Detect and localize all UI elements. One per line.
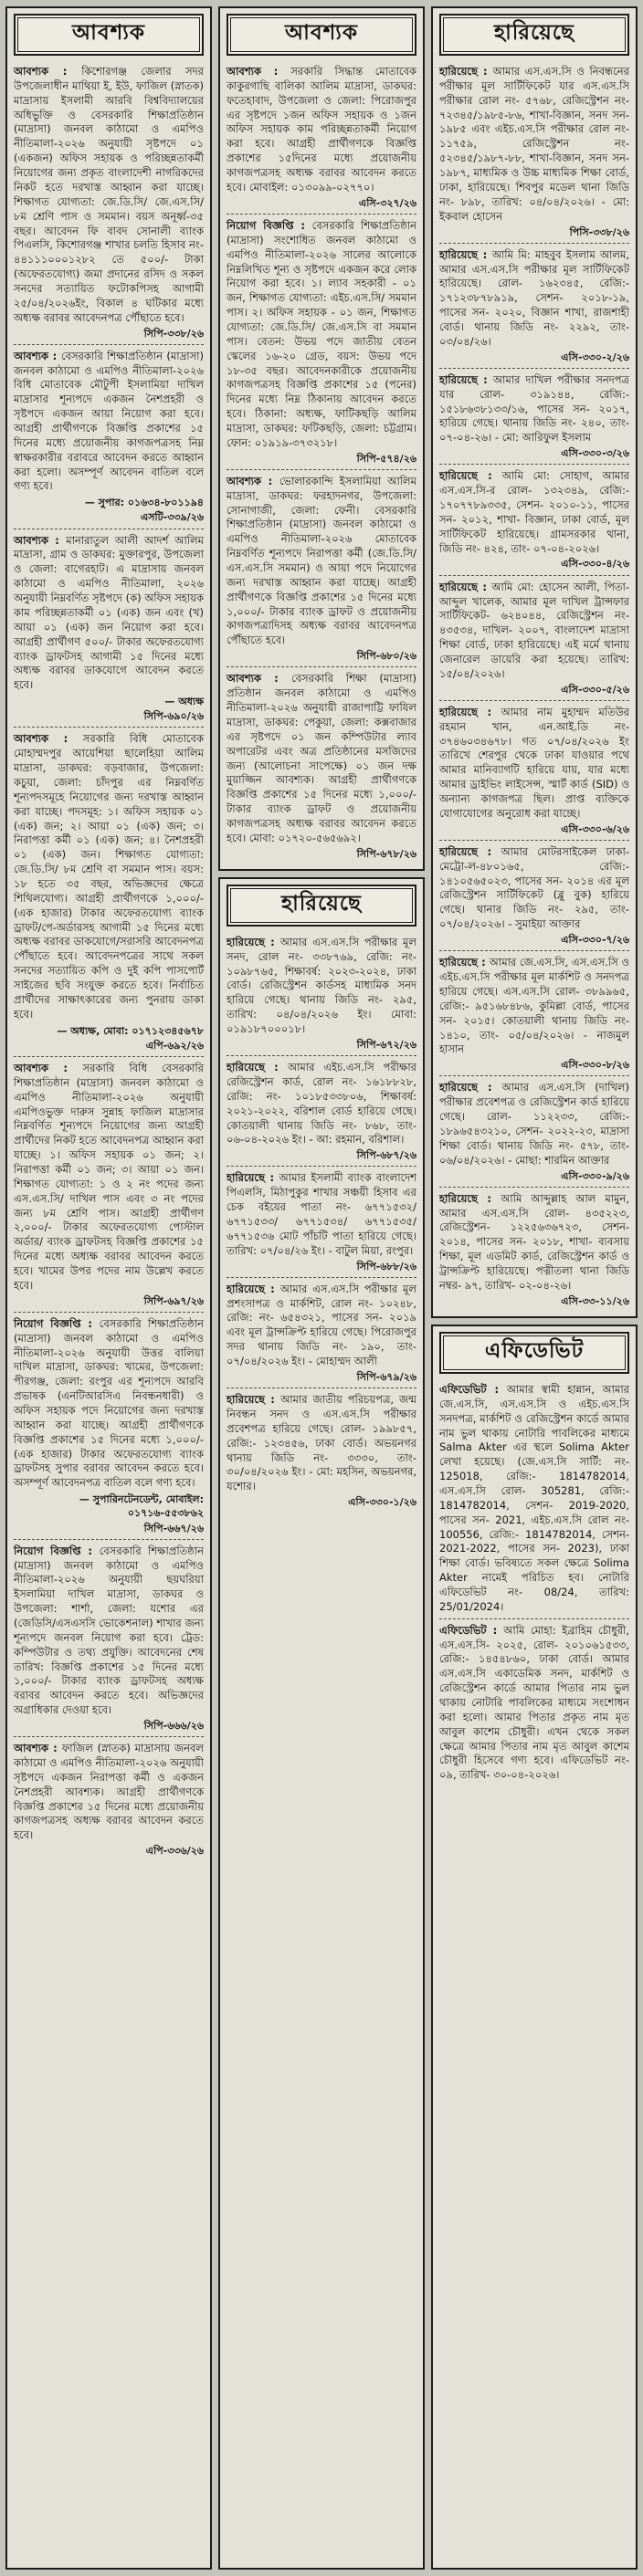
- ad-body: বেসরকারি শিক্ষাপ্রতিষ্ঠান (মাদ্রাসা) জনবল কাঠামো ও এমপিও নীতিমালা-২০২৬ অনুযায়ী উত্তর বালিয়া দাখিল মাদ্রাসা, ডাকঘর: খামের, উপজেলা: পীরগঞ্জ, জেলা: রংপুর এর শূন্যপদে আরবি প্রভাষক (এনটিআরসিএ নিবন্ধনধারী) ও অফিস সহায়ক পদে নিয়োগের জন্য দরখাস্ত আহ্বান করা যাচ্ছে। আগ্রহী প্রার্থীগণকে বিজ্ঞপ্তি প্রকাশের ১৫ দিনের মধ্যে ১,০০০/- (এক হাজার) টাকার অফেরতযোগ্য ব্যাংক ড্রাফটসহ সুপার বরাবর আবেদন করতে হবে। অসম্পূর্ণ আবেদনপত্র বাতিল বলে গণ্য হবে।: [14, 1316, 204, 1490]
- classified-ad: [227, 666, 416, 864]
- classified-ad: [14, 344, 204, 529]
- ad-signature: — অধ্যক্ষ, মোবা: ০১৭১২৩৪৫৬৭৮: [57, 1024, 204, 1037]
- ad-body: সরকারি বিধি মোতাবেক মোহাম্মদপুর আয়েশিয়া ছালেহিয়া আলিম মাদ্রাসা, ডাকঘর: বড়বাজার, উপজেলা: কচুয়া, জেলা: চাঁদপুর এর নিম্নবর্ণিত শূন্যপদসমূহে নিয়োগের জন্য দরখাস্ত আহ্বান করা যাচ্ছে। পদসমূহ: ১। অফিস সহায়ক ০১ (এক) জন; ২। আয়া ০১ (এক) জন; ৩। নিরাপত্তা কর্মী ০১ (এক) জন; ৪। নৈশপ্রহরী ০১ (এক) জন। শিক্ষাগত যোগ্যতা: জে.ডি.সি/ ৮ম শ্রেণি বা সমমান পাস। বয়স: ১৮ হতে ৩৫ বছর, অভিজ্ঞদের ক্ষেত্রে শিথিলযোগ্য। আগ্রহী প্রার্থীগণকে ১,০০০/- (এক হাজার) টাকার অফেরতযোগ্য ব্যাংক ড্রাফট/পে-অর্ডারসহ আগামী ১৫ দিনের মধ্যে অধ্যক্ষ বরাবর ডাকযোগে/সরাসরি আবেদনপত্র পৌঁছাতে হবে। আবেদনপত্রের সাথে সকল সনদের সত্যায়িত কপি ও দুই কপি পাসপোর্ট সাইজের ছবি সংযুক্ত করতে হবে। নির্বাচিত প্রার্থীদের সাক্ষাৎকারের জন্য পুনরায় ডাকা হবে।: [14, 732, 204, 1021]
- ad-category-label: আবশ্যক :: [14, 1742, 62, 1755]
- ad-body: মানারাতুল আলী আদর্শ আলিম মাদ্রাসা, গ্রাম ও ডাকঘর: মুক্তারপুর, উপজেলা ও জেলা: বাগেরহাট। এ মাদ্রাসায় জনবল কাঠামো ও এমপিও নীতিমালা, ২০২৬ অনুযায়ী নিম্নবর্ণিত সৃষ্টপদে (ক) অফিস সহায়ক কাম পরিচ্ছন্নতাকর্মী ০১ (এক) জন এবং (খ) আয়া ০১ (এক) জন নিয়োগ করা হবে। আগ্রহী প্রার্থীগণ ৫০০/- টাকার অফেরতযোগ্য ব্যাংক ড্রাফটসহ আগামী ১৫ দিনের মধ্যে অধ্যক্ষ বরাবর ডাকযোগে আবেদন করতে হবে।: [14, 533, 204, 692]
- classified-ad: [227, 1166, 416, 1276]
- classified-ad: [14, 1056, 204, 1312]
- ad-category-label: নিয়োগ বিজ্ঞপ্তি :: [14, 1316, 100, 1330]
- ad-text: [227, 936, 416, 1037]
- ad-text: [14, 732, 204, 1021]
- ad-category-label: হারিয়েছে :: [227, 1393, 281, 1407]
- section-affidavit: [431, 1325, 638, 2570]
- classified-ad: [439, 464, 629, 574]
- ad-category-label: হারিয়েছে :: [439, 65, 493, 79]
- ad-body: আমার এস.এস.সি (দাখিল) পরীক্ষার প্রবেশপত্র ও রেজিস্ট্রেশন কার্ড হারিয়ে গেছে। রোল- ১১২২৩৩, রেজি:- ১৮৯৬৫৪৩২১০, সেশন- ২০২২-২৩, মাদ্রাসা শিক্ষা বোর্ড। থানায় জিডি নং- ৫৭৮, তাং- ০৬/০৪/২০২৬। - মোছা: শারমিন আক্তার: [439, 1081, 629, 1167]
- ad-body: আমার এস.এস.সি পরীক্ষার মূল সনদ, রোল নং- ৩৩৮৭৬৯, রেজি: নং- ১০৯৮৭৬৫, শিক্ষাবর্ষ: ২০২৩-২০২৪, ঢাকা বোর্ড। রেজিস্ট্রেশন কার্ডসহ মাধ্যমিক সনদ হারিয়ে গেছে। থানায় জিডি নং- ২৯৫, তারিখ: ০৪/০৪/২০২৬ ইং। মোবা: ০১৯১৮৭০০০১৮।: [227, 935, 417, 1036]
- ad-body: আমার এস.এস.সি পরীক্ষার মূল প্রশংসাপত্র ও মার্কশিট, রোল নং- ১০২৪৮, রেজি: নং- ৬৫৪৩২১, পাসের সন- ২০১৯ এবং মূল ট্রান্সক্রিপ্ট হারিয়ে গেছে। পিরোজপুর সদর থানায় জিডি নং- ১৯০, তাং- ০৭/০৪/২০২৬ ইং। - মোহাম্মদ আলী: [227, 1282, 417, 1368]
- column-middle: [218, 6, 425, 2570]
- ad-category-label: হারিয়েছে :: [439, 247, 492, 261]
- ad-ref-code: সিপি-৬৮৮/২৬: [356, 1260, 416, 1272]
- ad-body: আমার এস.এস.সি ও নিবন্ধনের পরীক্ষার মূল সার্টিফিকেট যার এস.এস.সি পরীক্ষার রোল নং- ৫৭৬৮, রেজিস্ট্রেশন নং- ৭২৩৪৫/১৯৮৫-৮৬, শাখা-বিজ্ঞান, সনদ সন- ১৯৮৫ এবং এইচ.এস.সি পরীক্ষার রোল নং- ১১৭৫৯, রেজিস্ট্রেশন নং- ৫২৩৪৫/১৯৮৭-৮৮, শাখা-বিজ্ঞান, সনদ সন- ১৯৮৭, মাধ্যমিক ও উচ্চ মাধ্যমিক শিক্ষা বোর্ড, ঢাকা, হারিয়েছে। শিবপুর মডেল থানা জিডি নং- ৮৯৮, তারিখ: ০৪/০৪/২০২৬। - মো: ইকবাল হোসেন: [439, 65, 629, 223]
- ad-category-label: আবশ্যক :: [227, 672, 291, 686]
- classified-ad: [14, 727, 204, 1056]
- ad-category-label: নিয়োগ বিজ্ঞপ্তি :: [227, 218, 312, 232]
- ad-text: [14, 65, 204, 325]
- ad-ref-code: সিপি-৫৭৪/২৬: [356, 452, 416, 465]
- ad-category-label: নিয়োগ বিজ্ঞপ্তি :: [14, 1544, 100, 1557]
- ad-ref-code: পিসি-৩৩৮/২৬: [569, 225, 629, 238]
- section-title: হারিয়েছে: [443, 17, 626, 52]
- ad-ref-code: এসি-৩৩০-৫/২৬: [561, 683, 629, 696]
- ad-signature: — অধ্যক্ষ: [164, 696, 204, 708]
- ad-text: [439, 248, 629, 350]
- ad-category-label: আবশ্যক :: [14, 732, 83, 746]
- ad-text: [439, 706, 629, 822]
- classified-ad: [227, 214, 416, 469]
- ad-body: বেসরকারি শিক্ষাপ্রতিষ্ঠান (মাদ্রাসা) সংশোধিত জনবল কাঠামো ও এমপিও নীতিমালা-২০২৬ সালের আলোকে নিম্নলিখিত শূন্য ও সৃষ্টপদে একজন করে লোক নিয়োগ করা হবে। ১। ল্যাব সহকারী - ০১ জন, শিক্ষাগত যোগ্যতা: এইচ.এস.সি/ সমমান পাস। ২। অফিস সহায়ক - ০১ জন, শিক্ষাগত যোগ্যতা: জে.ডি.সি/ জে.এস.সি বা সমমান পাস। বেতন: উভয় পদে জাতীয় বেতন স্কেলের ১৬-২০ গ্রেড, বয়স: উভয় পদে ১৮-৩৫ বছর। আবেদনকারীকে প্রয়োজনীয় কাগজপত্রসহ বিজ্ঞপ্তি প্রকাশের ১৫ (পনের) দিনের মধ্যে নিম্ন ঠিকানায় আবেদন করতে হবে। ঠিকানা: অধ্যক্ষ, ফাটিকছড়ি আলিম মাদ্রাসা, ডাকঘর: ফটিকছড়ি, জেলা: চট্টগ্রাম। ফোন: ০১৯১৯-৩৭৩২১৮।: [227, 218, 416, 449]
- ad-text: [14, 350, 204, 495]
- ad-signature: — সুপারিনটেনডেন্ট, মোবাইল: ০১৭১৬-৫৫৩৮৬২: [79, 1493, 204, 1520]
- classified-ad: [439, 950, 629, 1075]
- classified-ad: [439, 575, 629, 700]
- ad-body: বেসরকারি শিক্ষাপ্রতিষ্ঠান (মাদ্রাসা) জনবল কাঠামো ও এমপিও নীতিমালা-২০২৬ বিধি মোতাবেক মৌটুপী ইসলামিয়া দাখিল মাদ্রাসার শূন্যপদে একজন নৈশপ্রহরী ও সৃষ্টপদে একজন আয়া নিয়োগ করা হবে। আগ্রহী প্রার্থীগণকে বিজ্ঞপ্তি প্রকাশের ১৫ দিনের মধ্যে প্রয়োজনীয় কাগজপত্রসহ নিম্ন স্বাক্ষরকারীর বরাবরে আবেদন করতে আহ্বান করা হলো। অসম্পূর্ণ আবেদন বাতিল বলে গণ্য হবে।: [14, 349, 205, 493]
- ad-ref-code: সিপি-৩৩৮/২৬: [143, 327, 204, 340]
- ad-body: বেসরকারি শিক্ষা (মাদ্রাসা) প্রতিষ্ঠান জনবল কাঠামো ও এমপিও নীতিমালা-২০২৬ অনুযায়ী রাজাপাট্টি ফাযিল মাদ্রাসা, ডাকঘর: পেকুয়া, জেলা: কক্সবাজার এর সৃষ্টপদে ০১ জন কম্পিউটার ল্যাব অপারেটর এবং অত্র প্রতিষ্ঠানের মসজিদের জন্য (আলোচনা সাপেক্ষে) ০১ জন দক্ষ মুয়াজ্জিন আবশ্যক। আগ্রহী প্রার্থীগণকে বিজ্ঞপ্তি প্রকাশের ১৫ দিনের মধ্যে ১,০০০/- টাকার ব্যাংক ড্রাফট ও প্রয়োজনীয় কাগজপত্রসহ অধ্যক্ষ বরাবর আবেদন করতে হবে। মোবা: ০১৭২০-৫৬৫৬৯২।: [227, 672, 416, 844]
- ad-ref-code: সিপি-৬৯০/২৬: [143, 710, 204, 723]
- ad-body: আমি মি: মাহবুব ইসলাম আলম, আমার এস.এস.সি পরীক্ষার মূল সার্টিফিকেট হারিয়েছে। রোল- ১৬২৩৪৫, রেজি:- ১৭১২৩৮৭৮৯১৯, সেশন- ২০১৮-১৯, পাসের সন- ২০২০, বিজ্ঞান শাখা, রাজশাহী বোর্ড। থানায় জিডি নং- ২২৯২, তাং- ০৩/০৪/২৬।: [439, 247, 630, 348]
- classified-ad: [439, 368, 629, 464]
- ad-text: [14, 534, 204, 693]
- ad-text: [14, 1545, 204, 1718]
- ad-body: আমি আব্দুল্লাহ আল মামুন, আমার এস.এস.সি রোল- ৪৩৫২২৩, রেজিস্ট্রেশন- ১২২৫৬৩৬৭২৩, সেশন- ২০১৪, পাসের সন- ২০১৮, শাখা- ব্যবসায় শিক্ষা, মূল এডমিট কার্ড, রেজিস্ট্রেশন কার্ড ও ট্রান্সক্রিপ্ট হারিয়েছে। পত্নীতলা থানা জিডি নম্বর- ৯৭, তারিখ- ০২-০৪-২৬।: [439, 1191, 629, 1292]
- classified-ad: [439, 1618, 629, 1786]
- ad-text: [227, 1171, 416, 1258]
- section-title: এফিডেভিট: [443, 1335, 626, 1370]
- ad-text: [439, 956, 629, 1057]
- classified-ad: [439, 60, 629, 243]
- ad-ref-code: সিপি-৬৭২/২৬: [356, 1038, 416, 1051]
- section-wanted-middle: [218, 6, 425, 871]
- classified-ad: [227, 60, 416, 214]
- ad-ref-code: এসি-৩৩-১১/২৬: [561, 1294, 629, 1307]
- ad-ref-code: এসি-৩৩০-৭/২৬: [561, 934, 629, 947]
- ad-category-label: হারিয়েছে :: [227, 1061, 288, 1074]
- ad-text: [439, 1081, 629, 1168]
- ad-text: [439, 845, 629, 932]
- ad-body: ফাজিল (স্নাতক) মাদ্রাসায় জনবল কাঠামো ও এমপিও নীতিমালা-২০২৬ অনুযায়ী সৃষ্টপদে একজন নিরাপত্তা কর্মী ও একজন নৈশপ্রহরী আবশ্যক। আগ্রহী প্রার্থীগণকে বিজ্ঞপ্তি প্রকাশের ১৫ দিনের মধ্যে প্রয়োজনীয় কাগজপত্রসহ অধ্যক্ষ বরাবর আবেদন করতে হবে।: [14, 1742, 204, 1842]
- ad-category-label: আবশ্যক :: [14, 65, 82, 79]
- ad-text: [439, 581, 629, 682]
- ad-ref-code: সিপি-৬৭৯/২৬: [356, 1370, 416, 1383]
- ad-ref-code: এসি-৩২৭/২৬: [358, 196, 416, 209]
- classified-ad: [439, 1075, 629, 1186]
- section-wanted-left: [5, 6, 212, 2570]
- ad-body: বেসরকারি শিক্ষাপ্রতিষ্ঠান (মাদ্রাসা) জনবল কাঠামো ও এমপিও নীতিমালা-২০২৬ অনুযায়ী ছয়ঘরিয়া ইসলামিয়া দাখিল মাদ্রাসা, ডাকঘর ও উপজেলা: শার্শা, জেলা: যশোর এর (জেডিসি/এসএসসি ভোকেশনাল) শাখার জন্য শূন্যপদে জনবল নিয়োগ করা হবে। ট্রেড: কম্পিউটার ও তথ্য প্রযুক্তি। আবেদনের শেষ তারিখ: বিজ্ঞপ্তি প্রকাশের ১৫ দিনের মধ্যে ১,০০০/- টাকার ব্যাংক ড্রাফটসহ অধ্যক্ষ বরাবর আবেদন করতে হবে। অভিজ্ঞদের অগ্রাধিকার দেওয়া হবে।: [14, 1544, 204, 1717]
- classified-ad: [14, 1736, 204, 1861]
- section-header-box: [227, 14, 416, 56]
- ad-ref-code: সিপি-৬৮০/২৬: [356, 650, 416, 663]
- ad-text: [439, 373, 629, 445]
- ad-ref-code: এসি-৩৩০-৬/২৬: [561, 822, 629, 835]
- classified-ad: [14, 1539, 204, 1736]
- section-header-box: [227, 885, 416, 927]
- classified-ad: [227, 1055, 416, 1166]
- ad-body: আমি মো: হোসেন আলী, পিতা- আব্দুল খালেক, আমার মূল দাখিল ট্রান্সফার সার্টিফিকেট- ৬২৪০৪৪, রেজিস্ট্রেশন নং- ৪৩৫৩৪, দাখিল- ২০০৭, বাংলাদেশ মাদ্রাসা শিক্ষা বোর্ড, ঢাকা হারিয়েছে। এই মর্মে থানায় জেনারেল ডায়েরি করা হয়েছে। তারিখ: ১৫/০৪/২০২৬।: [439, 580, 629, 680]
- ad-body: আমি মোহা: ইব্রাহিম চৌধুরী, এস.এস.সি- ২০২৫, রোল- ২০১০৬১৫৩৩, রেজি:- ১৪৫৪৮৬০, ঢাকা বোর্ড। আমার এস.এস.সি একাডেমিক সনদ, মার্কশিট ও রেজিস্ট্রেশন কার্ডে আমার পিতার নাম ভুল থাকায় নোটারি পাবলিকের মাধ্যমে সংশোধন করা হলো। আমার পিতার প্রকৃত নাম মৃত আবুল কাশেম চৌধুরী। এখন থেকে সকল ক্ষেত্রে আমার পিতার নাম মৃত আবুল কাশেম চৌধুরী হিসেবে গণ্য হবে। এফিডেভিট নং- ০৯, তারিখ- ৩০-০৪-২০২৬।: [439, 1623, 629, 1782]
- classified-ad: [227, 931, 416, 1055]
- ad-ref-code: সিপি-৬৬৭/২৬: [143, 1522, 204, 1534]
- classified-ad: [14, 60, 204, 344]
- classified-ad: [227, 1277, 416, 1387]
- section-lost-right: [431, 6, 638, 1318]
- ad-ref-code: এসি-৩৩০-৪/২৬: [561, 558, 629, 571]
- classified-ad: [227, 1387, 416, 1513]
- ad-text: [227, 1283, 416, 1369]
- column-left: [5, 6, 212, 2570]
- section-header-box: [439, 1332, 629, 1374]
- ad-text: [439, 1383, 629, 1615]
- classified-ad: [439, 700, 629, 840]
- ad-ref-code: এসি-৩৩০-৮/২৬: [561, 1059, 629, 1072]
- ad-category-label: আবশ্যক :: [14, 1061, 83, 1074]
- ad-text: [227, 219, 416, 451]
- ad-text: [227, 475, 416, 648]
- ad-category-label: হারিয়েছে :: [439, 469, 502, 483]
- ad-ref-code: এসি-৩৩০-২/২৬: [561, 351, 629, 363]
- classified-ad: [439, 840, 629, 950]
- ad-signature: — সুপার: ০১৬৩৪-৮০১১৯৪: [84, 497, 204, 509]
- section-title: হারিয়েছে: [230, 888, 413, 923]
- section-title: আবশ্যক: [230, 17, 413, 52]
- ad-body: আমার জাতীয় পরিচয়পত্র, জন্ম নিবন্ধন সনদ ও এস.এস.সি পরীক্ষার প্রবেশপত্র হারিয়ে গেছে। রোল- ১৯৯৮৫৭, রেজি:- ১২৩৪৫৬, ঢাকা বোর্ড। অভয়নগর থানায় জিডি নং- ৩৩৩০, তাং- ৩০/০৪/২০২৬ ইং। - মো: মহসিন, অভয়নগর, যশোর।: [227, 1393, 416, 1493]
- ad-category-label: আবশ্যক :: [14, 533, 67, 547]
- ad-ref-code: এপি-৬৯২/২৬: [145, 1039, 204, 1052]
- ad-body: সরকারি বিধি বেসরকারি শিক্ষাপ্রতিষ্ঠান (মাদ্রাসা) জনবল কাঠামো ও এমপিও নীতিমালা-২০২৬ অনুযায়ী এমপিওভুক্ত দারুস সুন্নাহ ফাজিল মাদ্রাসার নিম্নবর্ণিত শূন্যপদে নিয়োগের জন্য আগ্রহী প্রার্থীদের নিকট হতে আবেদনপত্র আহ্বান করা যাচ্ছে। ১। অফিস সহায়ক ০১ জন; ২। নিরাপত্তা কর্মী ০১ জন; ৩। আয়া ০১ জন। শিক্ষাগত যোগ্যতা: ১ ও ২ নং পদের জন্য এস.এস.সি/ দাখিল পাস এবং ৩ নং পদের জন্য ৮ম শ্রেণি পাস। আগ্রহী প্রার্থীগণ ২,০০০/- টাকার অফেরতযোগ্য পোস্টাল অর্ডার/ ব্যাংক ড্রাফটসহ বিজ্ঞপ্তি প্রকাশের ১৫ দিনের মধ্যে অধ্যক্ষ বরাবর আবেদন করতে হবে। খামের উপর পদের নাম উল্লেখ করতে হবে।: [14, 1061, 204, 1292]
- section-title: আবশ্যক: [17, 17, 200, 52]
- ad-category-label: হারিয়েছে :: [227, 1282, 280, 1295]
- ad-text: [227, 672, 416, 845]
- classified-ad: [439, 1378, 629, 1618]
- ad-category-label: হারিয়েছে :: [439, 1191, 501, 1205]
- ad-body: আমার দাখিল পরীক্ষার সনদপত্র যার রোল- ৩১৯১৪৪, রেজি:- ১৫১৮৬৩৮১৩৩/১৬, পাসের সন- ২০১৭, হারিয়ে গেছে। থানায় জিডি নং- ২৪০, তাং- ০৭-০৪-২৬। - মো: আরিফুল ইসলাম: [439, 372, 629, 445]
- column-right: [431, 6, 638, 2570]
- classified-ad: [14, 529, 204, 728]
- ad-ref-code: সিপি-৬৭৮/২৬: [356, 847, 416, 860]
- ad-text: [439, 469, 629, 556]
- ad-category-label: আবশ্যক :: [14, 349, 61, 362]
- ad-body: আমার নাম মুহাম্মদ মতিউর রহমান খান, এন.আই.ডি নং- ৩৭৪৬০৩৪৬৭৮। গত ০৭/০৪/২০২৬ ইং তারিখে শেরপুর থেকে ঢাকা যাওয়ার পথে আমার মানিব্যাগটি হারিয়ে যায়, যার মধ্যে আমার ড্রাইভিং লাইসেন্স, স্মার্ট কার্ড (SID) ও অন্যান্য কাগজপত্র ছিল। প্রাপ্ত ব্যক্তিকে যোগাযোগের অনুরোধ করা যাচ্ছে।: [439, 705, 629, 820]
- ad-body: সরকারি সিদ্ধান্ত মোতাবেক কাকুরগাছি বালিকা আলিম মাদ্রাসা, ডাকঘর: ফতেহাবাদ, উপজেলা ও জেলা: পিরোজপুর এর সৃষ্টপদে ১জন অফিস সহায়ক ও ১জন অফিস সহায়ক কাম পরিচ্ছন্নতাকর্মী নিয়োগ করা হবে। আগ্রহী প্রার্থীগণকে বিজ্ঞপ্তি প্রকাশের ১৫দিনের মধ্যে প্রয়োজনীয় কাগজপত্রসহ অধ্যক্ষ বরাবর আবেদন করতে হবে। মোবাইল: ০১৩০৯৯-০২৭৭০।: [227, 65, 416, 194]
- ad-category-label: আবশ্যক :: [227, 474, 279, 487]
- ad-category-label: হারিয়েছে :: [227, 1171, 279, 1185]
- classified-ad: [439, 243, 629, 368]
- ad-text: [439, 65, 629, 224]
- ad-text: [227, 65, 416, 195]
- ad-body: ভোলারকান্দি ইসলামিয়া আলিম মাদ্রাসা, ডাকঘর: ফরহাদনগর, উপজেলা: সোনাগাজী, জেলা: ফেনী। বেসরকারি শিক্ষাপ্রতিষ্ঠান (মাদ্রাসা) জনবল কাঠামো ও এমপিও নীতিমালা-২০২৬ মোতাবেক নিম্নবর্ণিত শূন্যপদে নিরাপত্তা কর্মী (জে.ডি.সি/ এস.এস.সি সমমান) ও আয়া পদে নিয়োগের জন্য দরখাস্ত আহ্বান করা যাচ্ছে। আগ্রহী প্রার্থীগণকে বিজ্ঞপ্তি প্রকাশের ১৫ দিনের মধ্যে ১,০০০/- টাকার ব্যাংক ড্রাফট ও প্রয়োজনীয় কাগজপত্রাদিসহ অধ্যক্ষ বরাবর আবেদনপত্র পৌঁছাতে হবে।: [227, 474, 417, 647]
- ad-text: [14, 1742, 204, 1843]
- ad-category-label: হারিয়েছে :: [439, 956, 490, 969]
- ad-category-label: হারিয়েছে :: [439, 372, 493, 386]
- ad-body: আমি মো: সোহাগ, আমার এস.এস.সি-র রোল- ১৩২৩৪৯, রেজি:- ১৭০৭৭৮৯৩৩৫, সেশন- ২০১০-১১, পাসের সন- ২০১২, শাখা- বিজ্ঞান, ঢাকা বোর্ড, মূল সার্টিফিকেট হারিয়েছে। গ্রামসরকার থানা, জিডি নং- ৪২৪, তাং- ০৭-০৪-২০২৬।: [439, 469, 629, 555]
- ad-ref-code: এসি-৩৩০-৯/২৬: [561, 1169, 629, 1182]
- ad-category-label: এফিডেভিট :: [439, 1382, 507, 1396]
- ad-ref-code: এসি-৩৩০-১/২৬: [348, 1496, 416, 1509]
- section-header-box: [439, 14, 629, 56]
- ad-text: [227, 1393, 416, 1494]
- ad-ref-code: সিপি-৬৯৭/২৬: [143, 1294, 204, 1307]
- ad-body: আমার স্বামী হান্নান, আমার জে.এস.সি, এস.এস.সি ও এইচ.এস.সি সনদপত্র, মার্কশিট ও রেজিস্ট্রেশন কার্ডে আমার নাম ভুল থাকায় নোটারি পাবলিকের মাধ্যমে Salma Akter এর স্থলে Solima Akter লেখা হয়েছে। (জে.এস.সি সার্টি: নং- 125018, রেজি:- 1814782014, এস.এস.সি রোল- 305281, রেজি:- 1814782014, সেশন- 2019-2020, পাসের সন- 2021, এইচ.এস.সি রোল নং- 100556, রেজি:- 1814782014, সেশন- 2021-2022, পাসের সন- 2023), ঢাকা শিক্ষা বোর্ড। ভবিষ্যতে সকল ক্ষেত্রে Solima Akter নামেই পরিচিত হব। নোটারি এফিডেভিট নং- 08/24, তারিখ: 25/01/2024।: [439, 1382, 629, 1613]
- classified-ad: [14, 1312, 204, 1539]
- ad-category-label: হারিয়েছে :: [439, 705, 501, 718]
- ad-text: [439, 1192, 629, 1293]
- ad-ref-code: এপি-৩৩৬/২৬: [145, 1845, 204, 1858]
- ad-body: আমার মোটরসাইকেল ঢাকা-মেট্রো-ল-৪৮০১৬৫, রেজি:- ১৪১০৫৬৫০২৩, পাসের সন- ২০১৪ এর মূল রেজিস্ট্রেশন সার্টিফিকেট (ব্লু বুক) হারিয়ে গেছে। থানার জিডি নং- ২৯৫, তাং- ০৭/০৪/২০২৬। - সুমাইয়া আক্তার: [439, 844, 629, 931]
- ad-ref-code: এসটি-৩৩৯/২৬: [140, 511, 204, 524]
- ad-category-label: আবশ্যক :: [227, 65, 291, 79]
- ad-text: [14, 1317, 204, 1491]
- ad-body: আমার জে.এস.সি, এস.এস.সি ও এইচ.এস.সি পরীক্ষার মূল মার্কশিট ও সনদপত্র হারিয়ে গেছে। এস.এস.সি রোল- ৩৮৯৯৬৫, রেজি:- ৯৫১৬৮৪৮৬, কুমিল্লা বোর্ড, পাসের সন- ২০১৫। কোতয়ালী থানায় জিডি নং- ১৪১০, তাং- ০৫/০৪/২০২৬। - নাজমুল হাসান: [439, 956, 629, 1056]
- section-lost-middle: [218, 877, 425, 2570]
- ad-category-label: হারিয়েছে :: [439, 1081, 502, 1094]
- classified-ad: [439, 1187, 629, 1312]
- ad-body: কিশোরগঞ্জ জেলার সদর উপজেলাধীন মাথিয়া ই, ইউ, ফাজিল (স্নাতক) মাদ্রাসায় ইসলামী আরবি বিশ্ববিদ্যালয়ের অধিভুক্তি ও বেসরকারি শিক্ষাপ্রতিষ্ঠান (মাদ্রাসা) জনবল কাঠামো ও এমপিও নীতিমালা-২০২৬ অনুযায়ী সৃষ্টপদে ০১ (একজন) অফিস সহায়ক ও পরিচ্ছন্নতাকর্মী নিয়োগের জন্য প্রকৃত বাংলাদেশী নাগরিকদের নিকট হতে দরখাস্ত আহ্বান করা যাচ্ছে। শিক্ষাগত যোগ্যতা: জে.ডি.সি/ জে.এস.সি/ ৮ম শ্রেণি পাস ও সমমান। বয়স অনূর্ধ্ব-৩৫ বছর। আবেদন ফি বাবদ সোনালী ব্যাংক পিএলসি, কিশোরগঞ্জ শাখার চলতি হিসাব নং- ৪৪১১১০০০১২৮২ তে ৫০০/- টাকা (অফেরতযোগ্য) জমা প্রদানের রসিদ ও সকল সনদের সত্যায়িত ফটোকপিসহ আগামী ২৫/০৪/২০২৬ইং, বিকাল ৪ ঘটিকার মধ্যে অধ্যক্ষ বরাবর আবেদনপত্র পৌঁছাতে হবে।: [14, 65, 205, 324]
- section-header-box: [14, 14, 204, 56]
- ad-category-label: হারিয়েছে :: [439, 580, 492, 593]
- ad-category-label: হারিয়েছে :: [227, 935, 280, 948]
- ad-ref-code: এসি-৩৩০-৩/২৬: [561, 447, 629, 460]
- ad-ref-code: সিপি-৬৮৭/২৬: [356, 1149, 416, 1162]
- ad-text: [227, 1061, 416, 1147]
- ad-text: [439, 1624, 629, 1783]
- ad-ref-code: সিপি-৬৬৬/২৬: [143, 1720, 204, 1733]
- ad-category-label: হারিয়েছে :: [439, 844, 501, 858]
- classified-ad: [227, 469, 416, 666]
- ad-category-label: এফিডেভিট :: [439, 1623, 504, 1637]
- ad-body: আমার ইসলামী ব্যাংক বাংলাদেশ পিএলসি, মিঠাপুকুর শাখার সঞ্চয়ী হিসাব এর চেক বইয়ের পাতা নং- ৬৭৭১৫৩২/ ৬৭৭১৫৩৩/ ৬৭৭১৫৩৪/ ৬৭৭১৫৩৫/ ৬৭৭১৫৩৬ মোট পাঁচটি পাতা হারিয়ে গেছে। তারিখ: ০৭/০৪/২৬ ইং। - বাটুল মিয়া, রংপুর।: [227, 1171, 416, 1257]
- ad-body: আমার এইচ.এস.সি পরীক্ষার রেজিস্ট্রেশন কার্ড, রোল নং- ১৬১৮৮২৮, রেজি: নং- ১০১৮৫৩৩৮০৬, শিক্ষাবর্ষ: ২০২১-২০২২, বরিশাল বোর্ড হারিয়ে গেছে। কোতয়ালী থানায় জিডি নং- ৮৬৮, তাং- ০৬-০৪-২০২৬ ইং। - আ: রহমান, বরিশাল।: [227, 1061, 416, 1147]
- ad-text: [14, 1062, 204, 1293]
